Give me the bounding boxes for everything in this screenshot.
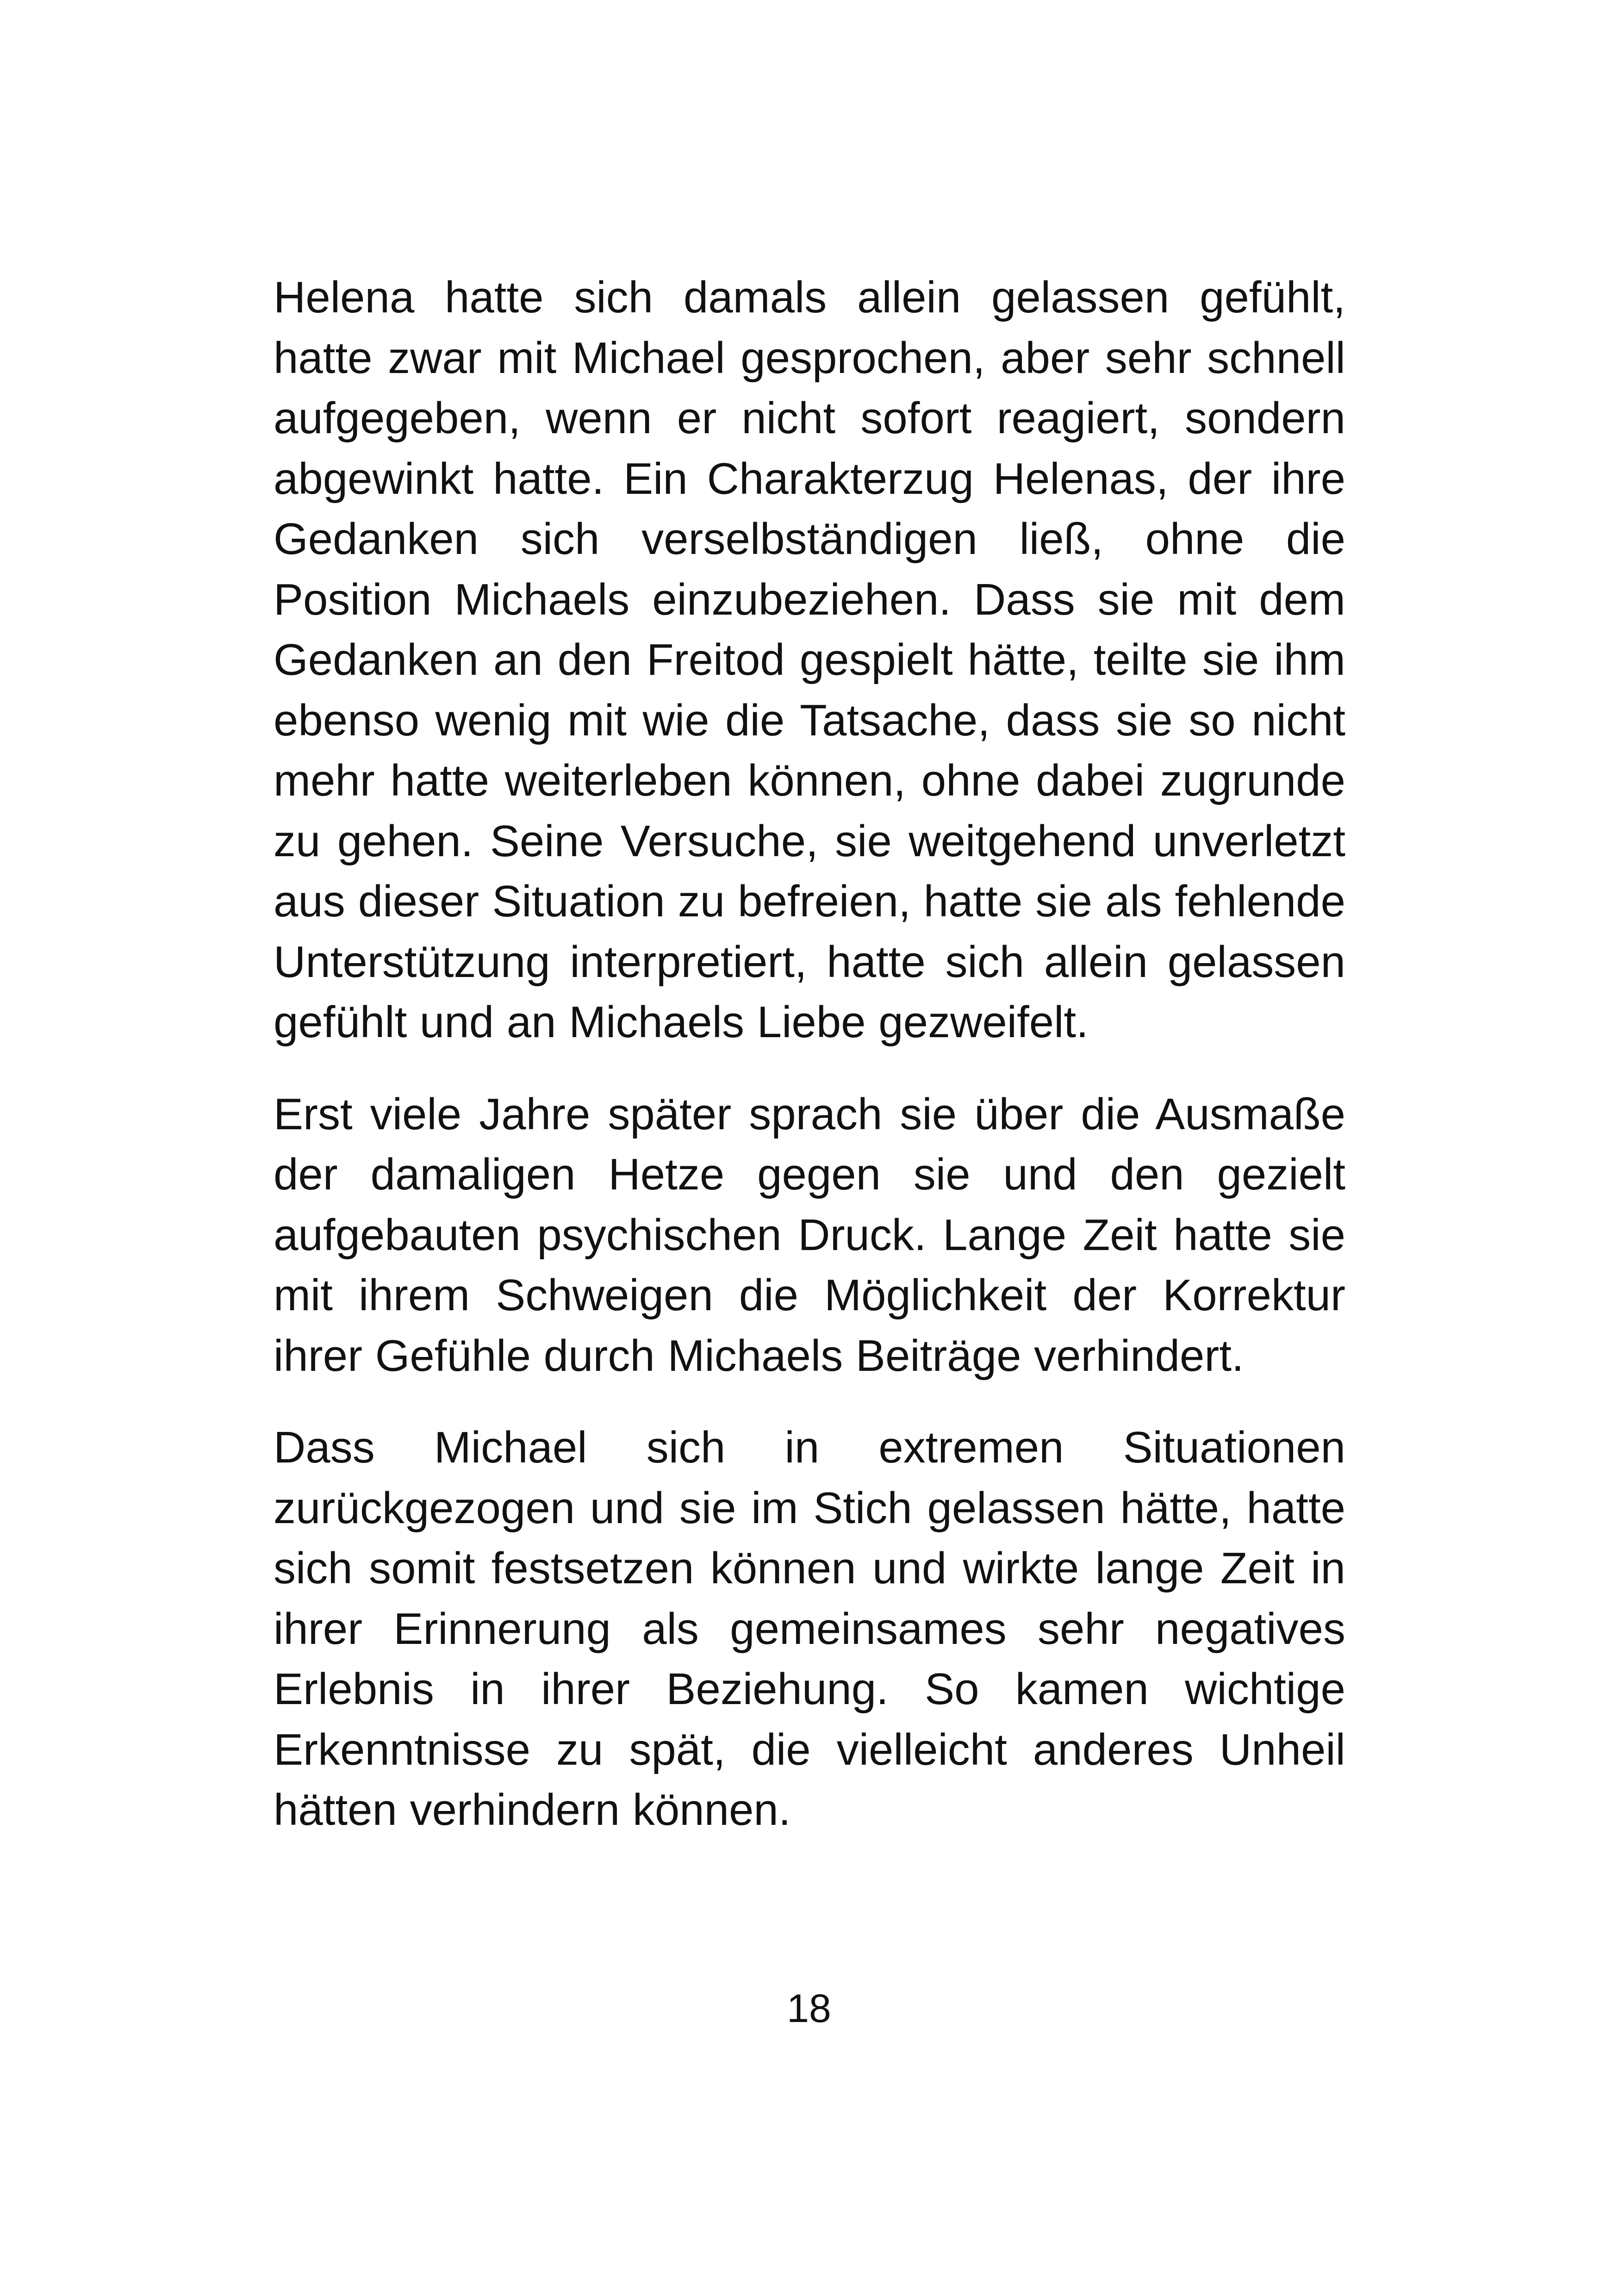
paragraph-2: Erst viele Jahre später sprach sie über die Ausmaße der damaligen Hetze gegen sie und den gezielt aufgebauten psychischen Druck. Lange Zeit hatte sie mit ihrem Schweigen die Möglichkeit der Korrektur ihrer Gefühle durch Michaels Beiträge verhindert. — [274, 1089, 1345, 1381]
page-number: 18 — [787, 1986, 831, 2031]
paragraph-1: Helena hatte sich damals allein gelassen gefühlt, hatte zwar mit Michael gesprochen, aber sehr schnell aufgegeben, wenn er nicht sofort reagiert, sondern abgewinkt hatte. Ein Charakterzug Helenas, der ihre Gedanken sich verselbständigen ließ, ohne die Position Michaels einzubeziehen. Dass sie mit dem Gedanken an den Freitod gespielt hätte, teilte sie ihm ebenso wenig mit wie die Tatsache, dass sie so nicht mehr hatte weiterleben können, ohne dabei zugrunde zu gehen. Seine Versuche, sie weitgehend unverletzt aus dieser Situation zu befreien, hatte sie als fehlende Unterstützung interpretiert, hatte sich allein gelassen gefühlt und an Michaels Liebe gezweifelt. — [274, 273, 1345, 1047]
body-text — [274, 268, 1345, 1841]
paragraph-3: Dass Michael sich in extremen Situationen zurückgezogen und sie im Stich gelassen hätte, hatte sich somit festsetzen können und wirkte lange Zeit in ihrer Erinnerung als gemeinsames sehr negatives Erlebnis in ihrer Beziehung. So kamen wichtige Erkenntnisse zu spät, die vielleicht anderes Unheil hätten verhindern können. — [274, 1423, 1345, 1835]
